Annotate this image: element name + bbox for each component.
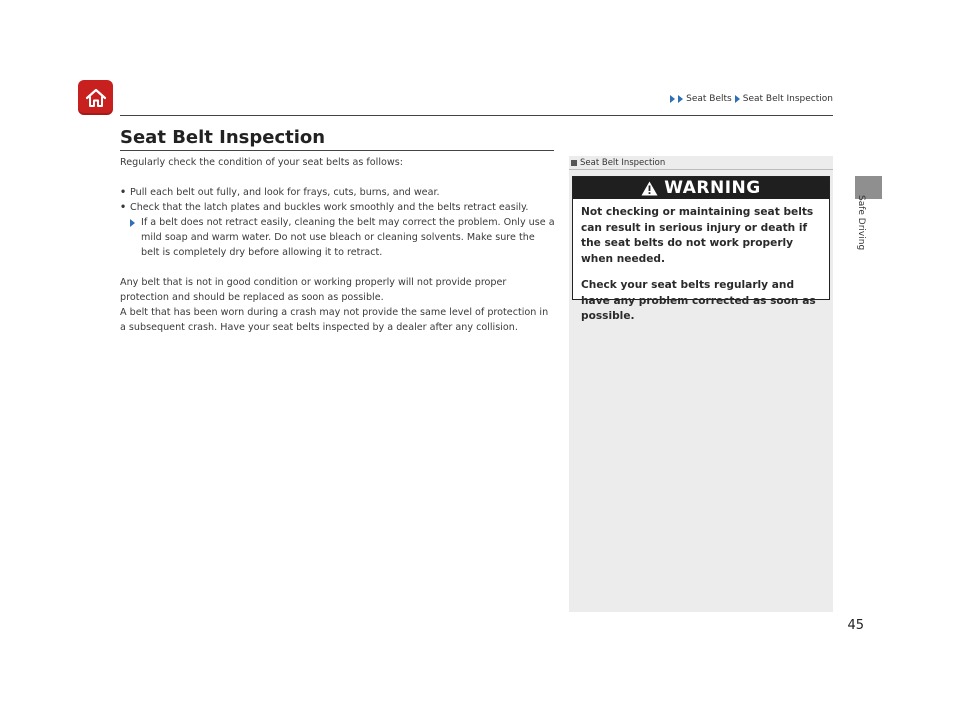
- bullet-text: Pull each belt out fully, and look for frays, cuts, burns, and wear.: [130, 187, 440, 198]
- warning-banner: [573, 177, 829, 199]
- sidebar-panel: [569, 156, 833, 612]
- breadcrumb-seat-belts[interactable]: Seat Belts: [686, 94, 732, 104]
- breadcrumb-arrow-icon: [678, 95, 683, 103]
- intro-text: Regularly check the condition of your seat belts as follows:: [120, 157, 403, 168]
- sidebar-heading-text: Seat Belt Inspection: [580, 157, 666, 168]
- bullet-icon: •: [120, 187, 127, 198]
- page-number: 45: [847, 618, 864, 633]
- warning-triangle-icon: [641, 181, 658, 196]
- paragraph: Any belt that is not in good condition or working properly will not provide proper protection and should be replaced as soon as possible.: [120, 277, 507, 303]
- section-tab-label[interactable]: Safe Driving: [856, 195, 866, 251]
- breadcrumb-arrow-icon: [670, 95, 675, 103]
- sub-note-text: If a belt does not retract easily, cleaning the belt may correct the problem. Only use a mild soap and warm water. Do not use bleach or cleaning solvents. Make sure the belt is completely dry before allowing it to retract.: [141, 217, 555, 258]
- sidebar-heading: [569, 156, 833, 170]
- home-icon: [84, 86, 108, 110]
- breadcrumb-seat-belt-inspection[interactable]: Seat Belt Inspection: [742, 94, 833, 104]
- paragraph: A belt that has been worn during a crash may not provide the same level of protection in a subsequent crash. Have your seat belts inspected by a dealer after any collision.: [120, 307, 549, 333]
- breadcrumb-arrow-icon: [735, 95, 740, 103]
- bullet-icon: •: [120, 202, 127, 213]
- list-item: [120, 200, 556, 215]
- sub-note: [130, 215, 556, 260]
- warning-box: [572, 176, 830, 322]
- home-button[interactable]: [78, 80, 113, 115]
- title-divider: [120, 150, 554, 151]
- warning-text: [573, 199, 829, 325]
- warning-paragraph: Check your seat belts regularly and have any problem corrected as soon as possible.: [581, 279, 816, 322]
- warning-paragraph: Not checking or maintaining seat belts can result in serious injury or death if the seat belts do not work properly when needed.: [581, 206, 814, 265]
- breadcrumb: [670, 94, 833, 104]
- note-arrow-icon: [130, 219, 135, 227]
- main-content: [120, 155, 556, 335]
- header-divider: [120, 115, 833, 116]
- list-item: [120, 185, 556, 200]
- page-title: Seat Belt Inspection: [120, 127, 326, 148]
- warning-label: WARNING: [664, 178, 761, 198]
- reference-icon: [571, 160, 577, 166]
- bullet-text: Check that the latch plates and buckles work smoothly and the belts retract easily.: [130, 202, 529, 213]
